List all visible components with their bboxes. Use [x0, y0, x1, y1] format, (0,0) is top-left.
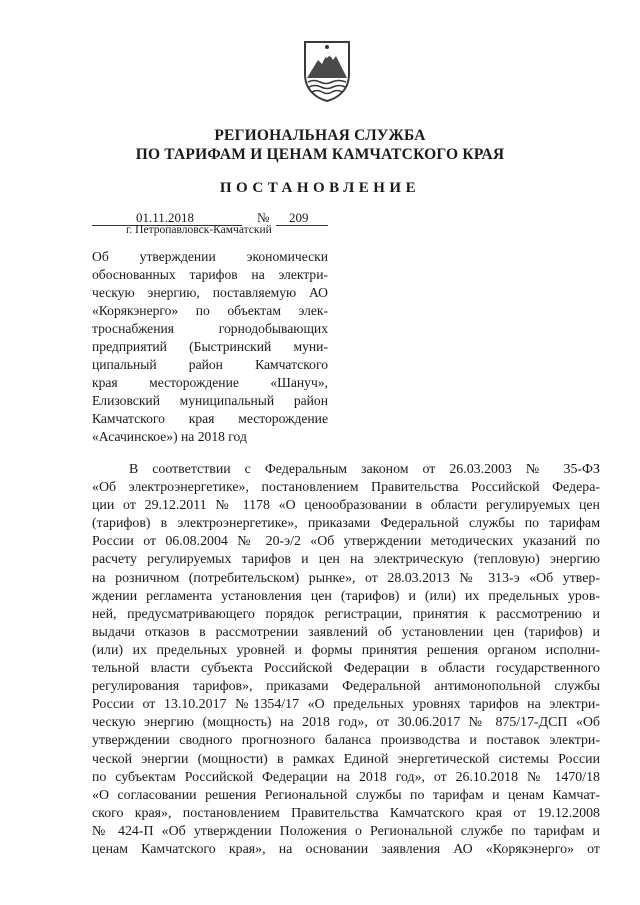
body-line: ней, предусматривающего порядок регистрации, принятия к рассмотрению и — [92, 606, 600, 622]
body-line: «Об электроэнергетике», постановлением Правительства Российской Федера- — [92, 480, 600, 496]
subject-line: ципальный район Камчатского — [92, 357, 328, 373]
org-name-line-2: ПО ТАРИФАМ И ЦЕНАМ КАМЧАТСКОГО КРАЯ — [135, 146, 505, 163]
body-line: (или) их предельных уровней и формы принятия решения органом исполни- — [92, 642, 600, 658]
org-name-line-1: РЕГИОНАЛЬНАЯ СЛУЖБА — [214, 127, 426, 144]
body-line: В соответствии с Федеральным законом от 26.03.2003 № 35-ФЗ — [129, 462, 600, 477]
subject-line: «Корякэнерго» по объектам элек- — [92, 303, 328, 319]
emblem-crown-dot — [325, 45, 329, 49]
document-date: 01.11.2018 — [136, 210, 195, 225]
decree-body — [92, 461, 600, 859]
body-line: ского края», постановлением Правительства Камчатского края от 19.12.2008 — [92, 805, 600, 821]
subject-line: Об утверждении экономически — [92, 249, 328, 264]
body-line: расчету регулируемых тарифов и цен на электрическую (тепловую) энергию — [92, 552, 600, 568]
emblem-waves — [308, 81, 346, 94]
body-line: № 424-П «Об утверждении Положения о Региональной службе по тарифам и — [92, 823, 600, 839]
body-line: тельной власти субъекта Российской Федерации в области государственного — [92, 661, 600, 677]
document-type: ПОСТАНОВЛЕНИЕ — [219, 180, 421, 196]
body-line: ческую энергию (мощность) на 2018 год», от 30.06.2017 № 875/17-ДСП «Об — [92, 715, 600, 731]
body-line: регулирования тарифов», приказами Федеральной антимонопольной службы — [92, 679, 600, 695]
decree-subject — [92, 248, 328, 447]
subject-line: Камчатского края месторождение — [92, 411, 328, 427]
body-line: ждении регламента установления цен (тарифов) и (или) их предельных уров- — [92, 588, 600, 604]
body-line: выдачи отказов в рассмотрении заявлений об установлении цен (тарифов) и — [92, 624, 600, 640]
body-line: ценам Камчатского края», на основании заявления АО «Корякэнерго» от — [92, 841, 600, 857]
body-line: на розничном (потребительском) рынке», от 28.03.2013 № 313-э «Об утвер- — [92, 570, 600, 586]
body-line: ции от 29.12.2011 № 1178 «О ценообразовании в области регулируемых цен — [92, 498, 600, 514]
number-label: № — [257, 210, 270, 225]
subject-line: ческую энергию, поставляемую АО — [92, 285, 328, 301]
body-line: по субъектам Российской Федерации на 2018 год», от 26.10.2018 № 1470/18 — [92, 769, 600, 785]
body-line: «О согласовании решения Региональной службы по тарифам и ценам Камчат- — [92, 787, 600, 803]
subject-line: края месторождение «Шануч», — [92, 375, 328, 391]
body-line: утверждении сводного прогнозного баланса производства и поставок электри- — [92, 733, 600, 749]
subject-line: обоснованных тарифов на электри- — [92, 267, 328, 283]
body-line: (тарифов) в электроэнергетике», приказами Федеральной службы по тарифам — [92, 516, 600, 532]
body-line: ческой энергии (мощности) в рамках Единой энергетической системы России — [92, 751, 600, 767]
subject-line: троснабжения горнодобывающих — [92, 321, 328, 337]
body-line: России от 13.10.2017 №1354/17 «О предельных уровнях тарифов на электри- — [92, 697, 600, 713]
kamchatka-coat-of-arms-icon — [302, 38, 352, 102]
subject-line: Елизовский муниципальный район — [92, 393, 328, 409]
city-name: г. Петропавловск-Камчатский — [126, 224, 272, 236]
body-line: России от 06.08.2004 № 20-э/2 «Об утверждении методических указаний по — [92, 534, 600, 550]
subject-line: предприятий (Быстринский муни- — [92, 339, 328, 355]
document-number: 209 — [289, 210, 309, 225]
subject-line: «Асачинское») на 2018 год — [92, 429, 247, 445]
